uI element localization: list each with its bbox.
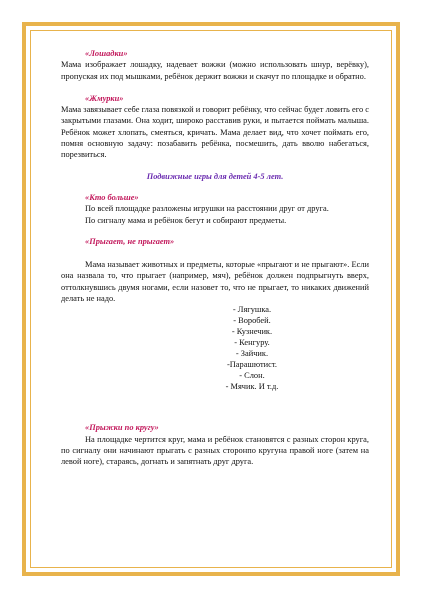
list-item: - Слон. [239,371,265,381]
list-item: - Кузнечик. [231,327,273,337]
list-item: - Воробей. [233,316,271,326]
game-text-jumps-or-not: Мама называет животных и предметы, которые «прыгают и не прыгают». Если она назвала то, что прыгает (например, мяч), ребёнок должен подпрыгнуть вверх, оттолкнувшись двумя ногами, если назовет то, что не прыгает, то никаких движений делать не надо. [61,260,369,304]
game-text-blind-mans-buff: Мама завязывает себе глаза повязкой и говорит ребёнку, что сейчас будет ловить его с закрытыми глазами. Она ходит, широко расставив руки, и пытается поймать малыша. Ребёнок может хлопать, смеяться, кричать. Мама делает вид, что хочет поймать его, помня основную задачу: позабавить ребёнка, посмешить, дать вволю набегаться, порезвиться. [61,105,369,160]
list-item: - Зайчик. [235,349,269,359]
game-text-circle-jumps: На площадке чертится круг, мама и ребёнок становятся с разных сторон круга, по сигналу они начинают прыгать с разных сторонпо кругуна правой ноге (затем на левой ноге), стараясь, догнать и запятнать друг друга. [61,434,369,467]
game-text-who-more-line2: По сигналу мама и ребёнок бегут и собирают предметы. [85,215,287,225]
game-text-who-more-line1: По всей площадке разложены игрушки на расстоянии друг от друга. [85,204,329,214]
list-item: - Мячик. И т.д. [225,382,279,392]
list-item: - Кенгуру. [234,338,270,348]
document-body [61,48,369,468]
game-text-horses: Мама изображает лошадку, надевает вожжи (можно использовать шнур, верёвку), пропуская их под мышками, ребёнок держит вожжи и скачут по площадке и обратно. [61,60,369,81]
game-title-who-more: «Кто больше» [85,192,139,202]
list-item: - Лягушка. [232,305,272,315]
game-title-circle-jumps: «Прыжки по кругу» [85,423,159,433]
game-title-blind-mans-buff: «Жмурки» [85,93,124,103]
section-title: Подвижные игры для детей 4-5 лет. [146,171,284,181]
jump-items-list [61,304,369,392]
list-item: -Парашютист. [226,360,278,370]
game-title-horses: «Лошадки» [85,49,128,58]
game-title-jumps-or-not: «Прыгает, не прыгает» [85,236,175,246]
